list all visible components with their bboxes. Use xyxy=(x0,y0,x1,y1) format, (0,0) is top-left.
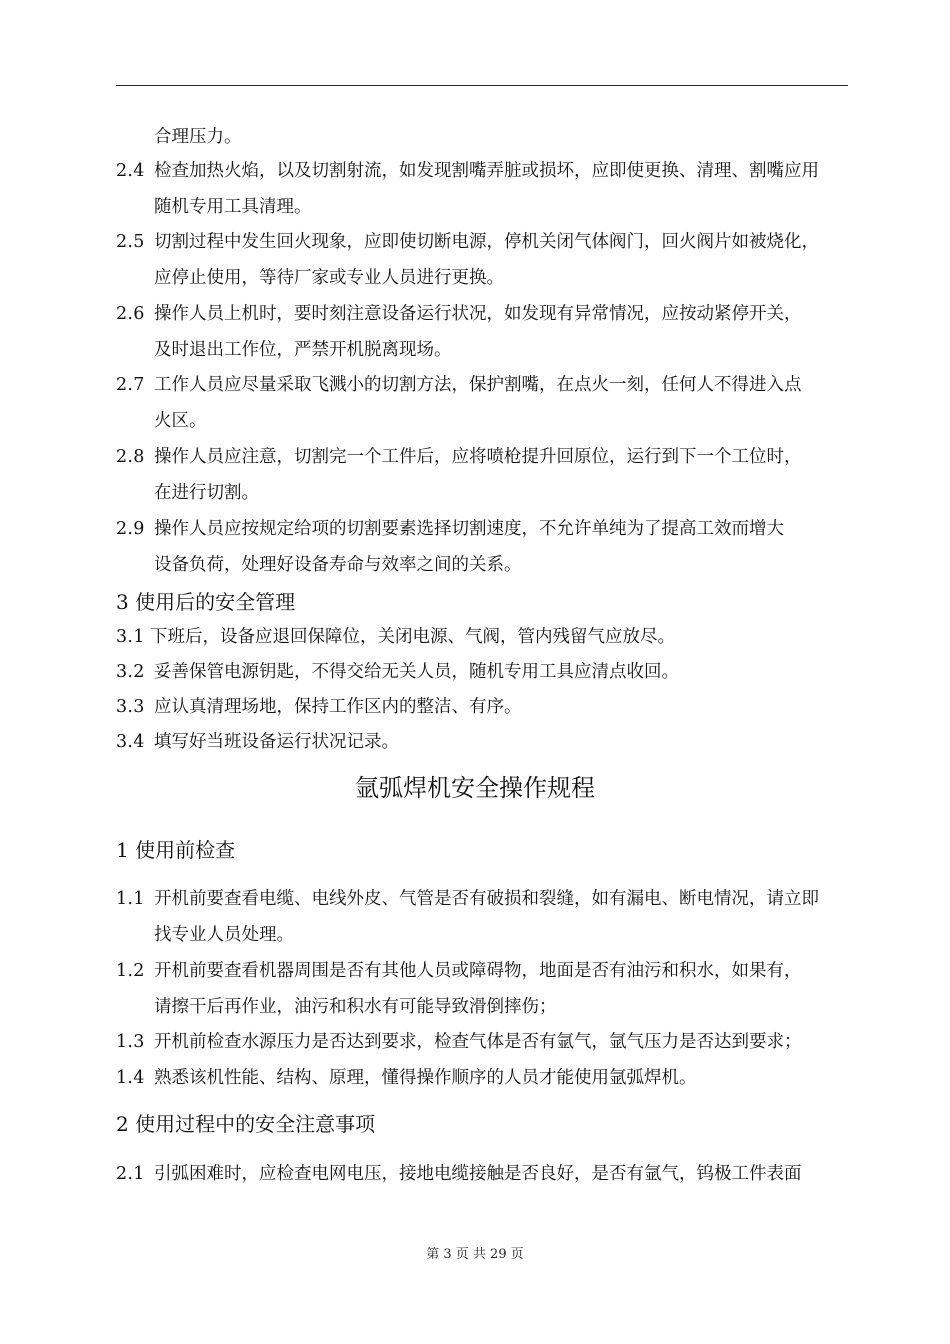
item-2-8-cont: 在进行切割。 xyxy=(154,483,259,503)
item-3-3: 3.3 应认真清理场地，保持工作区内的整洁、有序。 xyxy=(116,697,522,717)
item-1-4: 1.4 熟悉该机性能、结构、原理，懂得操作顺序的人员才能使用氩弧焊机。 xyxy=(116,1068,697,1088)
document-title: 氩弧焊机安全操作规程 xyxy=(355,774,595,802)
item-2-7: 2.7 工作人员应尽量采取飞溅小的切割方法，保护割嘴，在点火一刻，任何人不得进入点 xyxy=(116,375,802,395)
item-2-1: 2.1 引弧困难时，应检查电网电压，接地电缆接触是否良好，是否有氩气，钨极工件表面 xyxy=(116,1164,802,1184)
section-2-heading: 2 使用过程中的安全注意事项 xyxy=(116,1112,376,1136)
item-1-1-cont: 找专业人员处理。 xyxy=(154,925,294,945)
item-2-6-cont: 及时退出工作位，严禁开机脱离现场。 xyxy=(154,340,452,360)
item-1-2: 1.2 开机前要查看机器周围是否有其他人员或障碍物，地面是否有油污和积水，如果有， xyxy=(116,961,802,981)
section-1-heading: 1 使用前检查 xyxy=(116,838,236,862)
item-2-6: 2.6 操作人员上机时，要时刻注意设备运行状况，如发现有异常情况，应按动紧停开关， xyxy=(116,304,802,324)
item-1-3: 1.3 开机前检查水源压力是否达到要求，检查气体是否有氩气，氩气压力是否达到要求； xyxy=(116,1032,802,1052)
item-2-9-cont: 设备负荷，处理好设备寿命与效率之间的关系。 xyxy=(154,555,522,575)
item-2-9: 2.9 操作人员应按规定给项的切割要素选择切割速度，不允许单纯为了提高工效而增大 xyxy=(116,519,784,539)
header-rule xyxy=(116,85,848,86)
item-2-7-cont: 火区。 xyxy=(154,411,207,431)
item-1-2-cont: 请擦干后再作业，油污和积水有可能导致滑倒摔伤； xyxy=(154,997,557,1017)
item-2-5: 2.5 切割过程中发生回火现象，应即使切断电源，停机关闭气体阀门，回火阀片如被烧化， xyxy=(116,232,819,252)
section-3-heading: 3 使用后的安全管理 xyxy=(116,590,296,614)
item-2-4: 2.4 检查加热火焰，以及切割射流，如发现割嘴弄脏或损坏，应即使更换、清理、割嘴应用 xyxy=(116,161,819,181)
item-2-4-cont: 随机专用工具清理。 xyxy=(154,197,312,217)
item-3-4: 3.4 填写好当班设备运行状况记录。 xyxy=(116,732,399,752)
item-2-5-cont: 应停止使用，等待厂家或专业人员进行更换。 xyxy=(154,268,504,288)
item-2-8: 2.8 操作人员应注意，切割完一个工件后，应将喷枪提升回原位，运行到下一个工位时， xyxy=(116,447,802,467)
page-footer: 第 3 页 共 29 页 xyxy=(426,1247,524,1262)
item-1-1: 1.1 开机前要查看电缆、电线外皮、气管是否有破损和裂缝，如有漏电、断电情况，请立即 xyxy=(116,889,819,909)
item-3-1: 3.1 下班后，设备应退回保障位，关闭电源、气阀，管内残留气应放尽。 xyxy=(116,627,675,647)
continuation-line: 合理压力。 xyxy=(154,127,242,147)
item-3-2: 3.2 妥善保管电源钥匙，不得交给无关人员，随机专用工具应清点收回。 xyxy=(116,662,679,682)
